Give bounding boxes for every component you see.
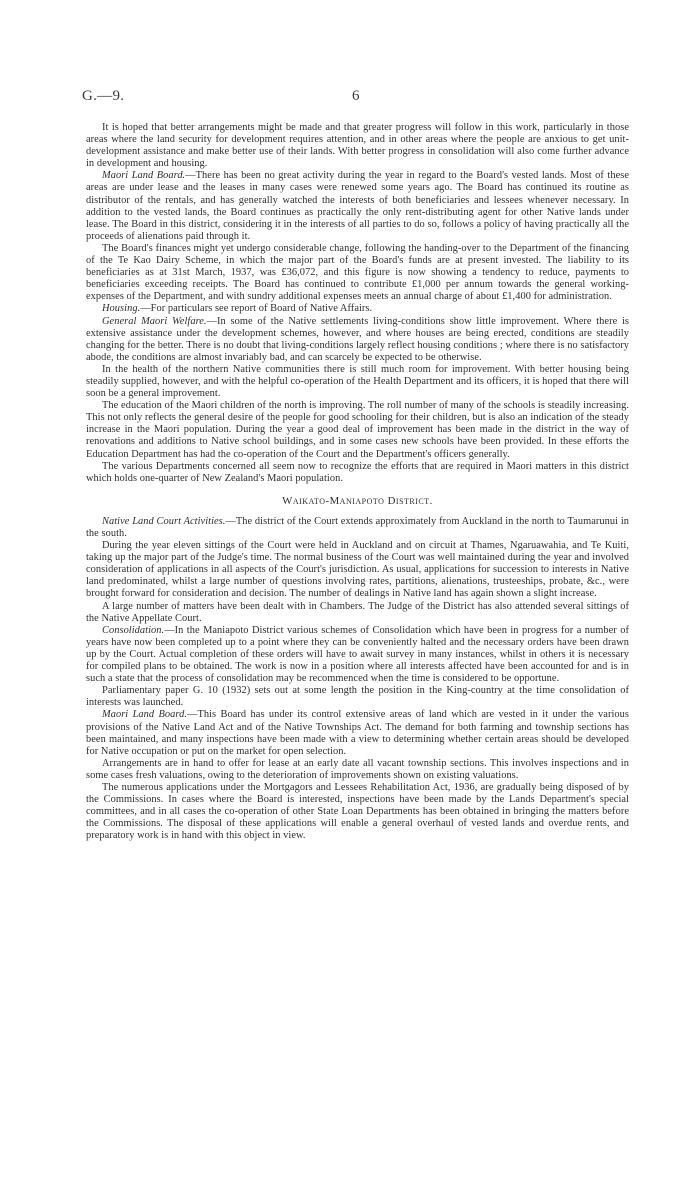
paragraph <box>86 122 629 170</box>
paragraph-text: —There has been no great activity during the year in regard to the Board's vested lands. Most of these areas are under lease and the leases in many cases were renewed some years ago. The Board has continued its routine as distributor of the rentals, and has generally watched the interests of both beneficiaries and lessees whenever necessary. In addition to the vested lands, the Board continues as practically the only rent-distributing agent for other Native lands under lease. The Board in this district, considering it in the interests of all parties to do so, follows a policy of having practically all the proceeds of alienations paid through it. <box>86 170 630 242</box>
paragraph-text: —The district of the Court extends approximately from Auckland in the north to Taumarunui in the south. <box>86 515 629 539</box>
paragraph-text: A large number of matters have been dealt with in Chambers. The Judge of the District has also attended several sittings of the Native Appellate Court. <box>86 600 629 624</box>
paragraph <box>86 685 629 709</box>
paragraph-text: —This Board has under its control extensive areas of land which are vested in it under the various provisions of the Native Land Act and of the Native Townships Act. The demand for both farming and township sections has been maintained, and many inspections have been made with a view to determining whether certain areas should be developed for Native occupation or put on the market for open selection. <box>86 709 629 757</box>
paragraph <box>86 364 629 400</box>
paragraph <box>86 625 629 685</box>
paragraph <box>86 540 629 600</box>
paragraph-text: —In the Maniapoto District various schemes of Consolidation which have been in progress for a number of years have now been completed up to a point where they can be conveniently halted and the necessary orders have been drawn up by the Court. Actual completion of these orders will have to await survey in many instances, whilst in others it is necessary for compiled plans to be obtained. The work is now in a position where all interests affected have been accounted for and is in such a state that the process of consolidation may be recommenced when the time is considered to be opportune. <box>86 624 629 685</box>
paragraph-heading: General Maori Welfare. <box>102 315 207 327</box>
paragraph <box>86 170 629 243</box>
paragraph-heading: Housing. <box>102 303 141 315</box>
paragraph <box>86 758 629 782</box>
paragraph-text: The education of the Maori children of the north is improving. The roll number of many of the schools is steadily increasing. This not only reflects the general desire of the people for good schooling for their children, but is also an indication of the steady increase in the Maori population. During the year a good deal of improvement has been made in the district in the way of renovations and additions to Native school buildings, and in some cases new schools have been provided. In these efforts the Education Department has had the co-operation of the Court and the Department's officers generally. <box>86 400 629 460</box>
paragraph-text: The Board's finances might yet undergo considerable change, following the handing-over to the Department of the financing of the Te Kao Dairy Scheme, in which the major part of the Board's funds are at present invested. The liability to its beneficiaries as at 31st March, 1937, was £36,072, and this figure is now showing a tendency to reduce, payments to beneficiaries exceeding receipts. The Board has continued to contribute £1,000 per annum towards the general working-expenses of the Department, and with sundry additional expenses meets an annual charge of about £1,400 for administration. <box>86 242 629 303</box>
page-number: 6 <box>352 88 360 104</box>
paragraph-text: In the health of the northern Native communities there is still much room for improvement. With better housing being steadily supplied, however, and with the helpful co-operation of the Health Department and its officers, it is hoped that there will soon be a general improvement. <box>86 363 629 400</box>
paragraph <box>86 461 629 485</box>
paragraph <box>86 709 629 757</box>
paragraph-heading: Consolidation. <box>102 624 165 636</box>
paragraph <box>86 303 629 315</box>
paragraph-text: The numerous applications under the Mortgagors and Lessees Rehabilitation Act, 1936, are gradually being disposed of by the Commissions. In cases where the Board is interested, inspections have been made by the Lands Department's special committees, and in all cases the co-operation of other State Loan Departments has been obtained in bringing the matters before the Commissions. The disposal of these applications will enable a general overhaul of vested lands and overdue rents, and preparatory work is in hand with this object in view. <box>86 781 629 842</box>
paragraph <box>86 516 629 540</box>
paragraph <box>86 601 629 625</box>
paragraph-heading: Maori Land Board. <box>102 170 186 182</box>
paragraph <box>86 782 629 842</box>
section-heading: Waikato-Maniapoto District. <box>282 494 433 507</box>
paragraph-text: The various Departments concerned all seem now to recognize the efforts that are required in Maori matters in this district which holds one-quarter of New Zealand's Maori population. <box>86 460 629 484</box>
paragraph-text: During the year eleven sittings of the Court were held in Auckland and on circuit at Thames, Ngaruawahia, and Te Kuiti, taking up the major part of the Judge's time. The normal business of the Court was well maintained during the year and involved consideration of applications in all aspects of the Court's jurisdiction. As usual, applications for succession to interests in Native land predominated, whilst a large number of questions involving rates, partitions, alienations, trusteeships, probate, &c., were brought forward for consideration and decision. The number of dealings in Native land has again shown a slight increase. <box>86 540 629 600</box>
paper-reference: G.—9. <box>82 88 125 104</box>
report-body <box>86 122 629 842</box>
paragraph-text: It is hoped that better arrangements might be made and that greater progress will follow in this work, particularly in those areas where the land security for development requires attention, and in other areas where the people are anxious to get unit-development assistance and make better use of their lands. With better progress in consolidation will also come further advance in development and housing. <box>86 122 629 170</box>
paragraph-text: —In some of the Native settlements living-conditions show little improvement. Where there is extensive assistance under the development schemes, however, and where houses are being erected, conditions are steadily changing for the better. There is no doubt that living-conditions largely reflect housing conditions ; where there is no satisfactory abode, the conditions are almost invariably bad, and can scarcely be expected to be otherwise. <box>86 315 629 363</box>
paragraph-text: Arrangements are in hand to offer for lease at an early date all vacant township sections. This involves inspections and in some cases fresh valuations, owing to the deterioration of improvements shown on existing valuations. <box>86 757 629 781</box>
paragraph-text: —For particulars see report of Board of Native Affairs. <box>140 303 373 315</box>
paragraph <box>86 316 629 364</box>
paragraph-heading: Native Land Court Activities. <box>102 515 226 527</box>
paragraph-heading: Maori Land Board. <box>102 709 188 721</box>
paragraph <box>86 243 629 303</box>
paragraph <box>86 400 629 460</box>
paragraph-text: Parliamentary paper G. 10 (1932) sets out at some length the position in the King-country at the time consolidation of interests was launched. <box>86 685 629 709</box>
